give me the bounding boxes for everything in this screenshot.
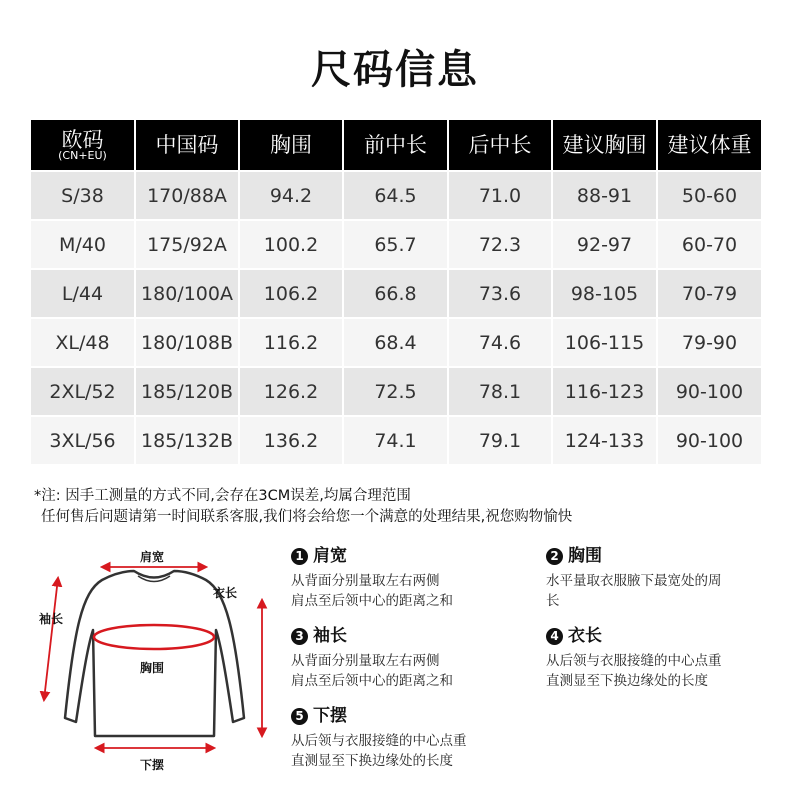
number-badge-icon: 2 — [546, 548, 563, 565]
table-cell: 73.6 — [447, 268, 551, 317]
table-cell: S/38 — [31, 170, 134, 219]
table-row — [31, 415, 761, 464]
header-cn-size: 中国码 — [134, 120, 238, 170]
sleeve-arrow — [44, 578, 58, 700]
note-line-error: *注: 因手工测量的方式不同,会存在3CM误差,均属合理范围 — [34, 488, 411, 504]
table-cell: 74.6 — [447, 317, 551, 366]
table-cell: 88-91 — [551, 170, 656, 219]
table-cell: 116.2 — [238, 317, 342, 366]
table-row — [31, 366, 761, 415]
header-front-length: 前中长 — [342, 120, 447, 170]
table-cell: 124-133 — [551, 415, 656, 464]
table-cell: 72.5 — [342, 366, 447, 415]
header-chest: 胸围 — [238, 120, 342, 170]
measure-sleeve: 3 袖长 从背面分别量取左右两侧 肩点至后领中心的距离之和 — [291, 626, 453, 689]
table-cell: 2XL/52 — [31, 366, 134, 415]
table-cell: 3XL/56 — [31, 415, 134, 464]
table-cell: 64.5 — [342, 170, 447, 219]
table-cell: 70-79 — [656, 268, 761, 317]
table-cell: 92-97 — [551, 219, 656, 268]
table-cell: 60-70 — [656, 219, 761, 268]
table-cell: 185/120B — [134, 366, 238, 415]
note-line-service: 任何售后问题请第一时间联系客服,我们将会给您一个满意的处理结果,祝您购物愉快 — [41, 509, 573, 525]
header-suggested-weight: 建议体重 — [656, 120, 761, 170]
table-cell: 90-100 — [656, 415, 761, 464]
table-cell: 98-105 — [551, 268, 656, 317]
table-cell: 94.2 — [238, 170, 342, 219]
table-row — [31, 317, 761, 366]
table-cell: M/40 — [31, 219, 134, 268]
number-badge-icon: 3 — [291, 628, 308, 645]
table-cell: 170/88A — [134, 170, 238, 219]
chest-ellipse — [94, 625, 214, 649]
table-cell: 106-115 — [551, 317, 656, 366]
table-cell: 180/108B — [134, 317, 238, 366]
table-row — [31, 170, 761, 219]
table-cell: XL/48 — [31, 317, 134, 366]
header-back-length: 后中长 — [447, 120, 551, 170]
table-cell: 136.2 — [238, 415, 342, 464]
number-badge-icon: 1 — [291, 548, 308, 565]
table-cell: 74.1 — [342, 415, 447, 464]
notes — [34, 486, 572, 528]
table-cell: 78.1 — [447, 366, 551, 415]
table-cell: 175/92A — [134, 219, 238, 268]
label-shoulder: 肩宽 — [140, 550, 165, 564]
table-cell: 79-90 — [656, 317, 761, 366]
label-chest: 胸围 — [140, 661, 165, 675]
number-badge-icon: 5 — [291, 708, 308, 725]
table-cell: 100.2 — [238, 219, 342, 268]
table-cell: 66.8 — [342, 268, 447, 317]
table-cell: 72.3 — [447, 219, 551, 268]
table-cell: 185/132B — [134, 415, 238, 464]
table-cell: 71.0 — [447, 170, 551, 219]
table-header-row — [31, 120, 761, 170]
number-badge-icon: 4 — [546, 628, 563, 645]
measure-chest: 2 胸围 水平量取衣服腋下最宽处的周 长 — [546, 546, 722, 609]
header-eu-size: 欧码 (CN+EU) — [31, 120, 134, 170]
table-cell: 126.2 — [238, 366, 342, 415]
table-cell: 79.1 — [447, 415, 551, 464]
table-cell: 90-100 — [656, 366, 761, 415]
table-cell: 68.4 — [342, 317, 447, 366]
measure-length: 4 衣长 从后领与衣服接缝的中心点重 直测显至下换边缘处的长度 — [546, 626, 722, 689]
table-cell: 106.2 — [238, 268, 342, 317]
table-cell: 180/100A — [134, 268, 238, 317]
page-title: 尺码信息 — [311, 47, 479, 93]
table-cell: 116-123 — [551, 366, 656, 415]
measure-hem: 5 下摆 从后领与衣服接缝的中心点重 直测显至下换边缘处的长度 — [291, 706, 467, 769]
header-suggested-chest: 建议胸围 — [551, 120, 656, 170]
label-length: 衣长 — [213, 586, 238, 600]
table-cell: 50-60 — [656, 170, 761, 219]
table-cell: L/44 — [31, 268, 134, 317]
table-cell: 65.7 — [342, 219, 447, 268]
label-hem: 下摆 — [140, 758, 165, 772]
size-table — [31, 120, 761, 464]
table-row — [31, 268, 761, 317]
table-row — [31, 219, 761, 268]
label-sleeve: 袖长 — [39, 612, 64, 626]
garment-diagram — [30, 540, 280, 780]
measure-shoulder: 1 肩宽 从背面分别量取左右两侧 肩点至后领中心的距离之和 — [291, 546, 453, 609]
